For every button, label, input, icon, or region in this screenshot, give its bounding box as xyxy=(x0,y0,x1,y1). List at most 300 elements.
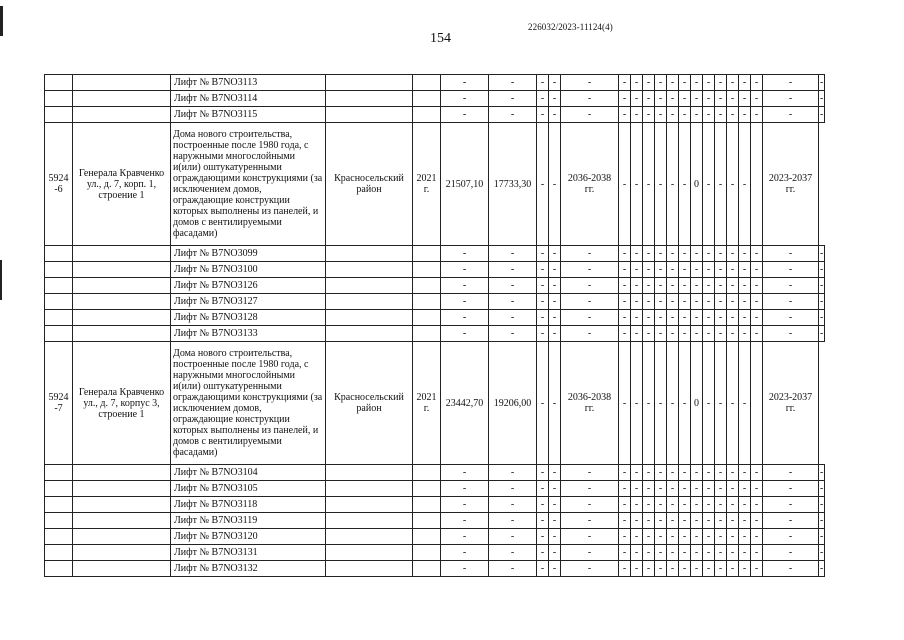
value-cell: - xyxy=(619,262,631,278)
register-table xyxy=(44,74,825,577)
value-cell: - xyxy=(819,91,825,107)
value-cell: - xyxy=(715,497,727,513)
value-cell: - xyxy=(537,310,549,326)
lift-label: Лифт № В7NO3119 xyxy=(171,513,326,529)
value-cell: - xyxy=(549,513,561,529)
address-cell xyxy=(73,561,171,577)
value-cell: - xyxy=(679,75,691,91)
value-cell: - xyxy=(691,465,703,481)
address-cell xyxy=(73,262,171,278)
value-cell: - xyxy=(715,75,727,91)
value-cell: - xyxy=(715,107,727,123)
value-cell: - xyxy=(819,561,825,577)
value-cell: - xyxy=(489,561,537,577)
value-cell: - xyxy=(619,91,631,107)
district-cell xyxy=(326,278,413,294)
value-cell: - xyxy=(643,310,655,326)
year-cell xyxy=(413,262,441,278)
lift-row xyxy=(45,326,825,342)
value-cell: - xyxy=(739,529,751,545)
value-cell: - xyxy=(441,278,489,294)
record-number-cell xyxy=(45,278,73,294)
value-cell: - xyxy=(441,513,489,529)
value-cell: - xyxy=(537,513,549,529)
record-number-cell xyxy=(45,310,73,326)
house-type-description: Дома нового строительства, построенные после 1980 года, с наружными многослойными и(или) оштукатуренными ограждающими конструкциями (за исключением домов, ограждающие конструкции которых выполнены из панелей, и домов с вентилируемыми фасадами) xyxy=(171,342,326,465)
value-cell: - xyxy=(655,262,667,278)
record-number-cell xyxy=(45,246,73,262)
value-cell: - xyxy=(739,310,751,326)
value-cell: - xyxy=(489,481,537,497)
value-cell: - xyxy=(691,310,703,326)
address-cell xyxy=(73,107,171,123)
value-cell: - xyxy=(703,310,715,326)
scan-edge-mark xyxy=(0,260,2,300)
value-cell xyxy=(751,342,763,465)
value-cell: - xyxy=(537,123,549,246)
value-cell: - xyxy=(655,465,667,481)
value-cell: - xyxy=(679,497,691,513)
value-cell: - xyxy=(561,545,619,561)
record-number-cell xyxy=(45,75,73,91)
lift-row xyxy=(45,561,825,577)
value-cell: - xyxy=(715,123,727,246)
record-number-cell xyxy=(45,513,73,529)
value-cell: - xyxy=(537,561,549,577)
value-cell: - xyxy=(441,294,489,310)
value-cell: - xyxy=(549,545,561,561)
value-cell: - xyxy=(691,278,703,294)
lift-row xyxy=(45,75,825,91)
house-type-description: Дома нового строительства, построенные после 1980 года, с наружными многослойными и(или) оштукатуренными ограждающими конструкциями (за исключением домов, ограждающие конструкции которых выполнены из панелей, и домов с вентилируемыми фасадами) xyxy=(171,123,326,246)
record-number-cell xyxy=(45,481,73,497)
value-cell: - xyxy=(739,294,751,310)
value-cell: - xyxy=(739,497,751,513)
value-cell: - xyxy=(441,529,489,545)
scan-edge-mark xyxy=(0,6,3,36)
value-cell: 19206,00 xyxy=(489,342,537,465)
district-cell xyxy=(326,545,413,561)
value-cell: - xyxy=(763,561,819,577)
value-cell: - xyxy=(751,75,763,91)
lift-row xyxy=(45,545,825,561)
district-cell xyxy=(326,310,413,326)
value-cell: - xyxy=(739,123,751,246)
value-cell: - xyxy=(703,326,715,342)
value-cell: - xyxy=(703,545,715,561)
value-cell: - xyxy=(619,561,631,577)
value-cell: - xyxy=(727,513,739,529)
value-cell: - xyxy=(643,465,655,481)
lift-row xyxy=(45,107,825,123)
value-cell: 2023-2037 гг. xyxy=(763,342,819,465)
value-cell: - xyxy=(441,465,489,481)
lift-label: Лифт № В7NO3099 xyxy=(171,246,326,262)
value-cell: - xyxy=(691,246,703,262)
value-cell: - xyxy=(715,262,727,278)
value-cell: - xyxy=(561,75,619,91)
lift-label: Лифт № В7NO3118 xyxy=(171,497,326,513)
district-cell xyxy=(326,262,413,278)
value-cell: - xyxy=(691,481,703,497)
value-cell: - xyxy=(727,545,739,561)
address-cell xyxy=(73,294,171,310)
lift-label: Лифт № В7NO3132 xyxy=(171,561,326,577)
value-cell: - xyxy=(727,529,739,545)
record-number-cell xyxy=(45,529,73,545)
lift-row xyxy=(45,513,825,529)
value-cell: - xyxy=(763,545,819,561)
value-cell: - xyxy=(691,326,703,342)
value-cell: - xyxy=(489,529,537,545)
lift-label: Лифт № В7NO3131 xyxy=(171,545,326,561)
value-cell: - xyxy=(751,481,763,497)
value-cell: - xyxy=(489,246,537,262)
value-cell: - xyxy=(727,465,739,481)
value-cell: - xyxy=(751,497,763,513)
value-cell: - xyxy=(643,342,655,465)
value-cell: - xyxy=(739,481,751,497)
lift-label: Лифт № В7NO3120 xyxy=(171,529,326,545)
lift-label: Лифт № В7NO3127 xyxy=(171,294,326,310)
value-cell: - xyxy=(763,294,819,310)
value-cell: - xyxy=(549,326,561,342)
value-cell: - xyxy=(819,497,825,513)
value-cell: - xyxy=(763,465,819,481)
value-cell: - xyxy=(679,465,691,481)
year-cell xyxy=(413,107,441,123)
record-number-cell xyxy=(45,107,73,123)
value-cell: - xyxy=(715,246,727,262)
value-cell: - xyxy=(549,529,561,545)
value-cell: - xyxy=(619,246,631,262)
record-number-cell xyxy=(45,326,73,342)
value-cell: - xyxy=(751,107,763,123)
value-cell: - xyxy=(441,75,489,91)
value-cell: - xyxy=(537,107,549,123)
value-cell: - xyxy=(643,91,655,107)
value-cell: - xyxy=(489,465,537,481)
district-cell xyxy=(326,465,413,481)
lift-row xyxy=(45,481,825,497)
district-cell xyxy=(326,294,413,310)
value-cell: - xyxy=(679,91,691,107)
record-number-cell xyxy=(45,561,73,577)
value-cell: - xyxy=(667,262,679,278)
value-cell: - xyxy=(763,481,819,497)
value-cell: - xyxy=(739,561,751,577)
value-cell: - xyxy=(537,497,549,513)
value-cell: - xyxy=(739,107,751,123)
year-cell xyxy=(413,75,441,91)
value-cell: - xyxy=(703,278,715,294)
value-cell: - xyxy=(561,529,619,545)
value-cell: - xyxy=(619,342,631,465)
value-cell: - xyxy=(819,465,825,481)
value-cell: - xyxy=(561,326,619,342)
value-cell: - xyxy=(537,278,549,294)
value-cell: - xyxy=(715,294,727,310)
value-cell: - xyxy=(441,91,489,107)
value-cell: - xyxy=(703,262,715,278)
value-cell: - xyxy=(819,545,825,561)
value-cell: - xyxy=(561,310,619,326)
value-cell: - xyxy=(679,342,691,465)
lift-row xyxy=(45,529,825,545)
value-cell: - xyxy=(489,278,537,294)
district-cell xyxy=(326,75,413,91)
value-cell: - xyxy=(763,107,819,123)
value-cell: - xyxy=(643,545,655,561)
value-cell: - xyxy=(561,294,619,310)
year-cell xyxy=(413,246,441,262)
value-cell: - xyxy=(703,497,715,513)
value-cell: - xyxy=(727,262,739,278)
value-cell: - xyxy=(489,75,537,91)
value-cell: - xyxy=(561,91,619,107)
value-cell: - xyxy=(537,262,549,278)
value-cell: - xyxy=(763,529,819,545)
value-cell: - xyxy=(727,278,739,294)
district-cell xyxy=(326,497,413,513)
value-cell: - xyxy=(751,529,763,545)
value-cell: - xyxy=(727,75,739,91)
value-cell: - xyxy=(561,246,619,262)
value-cell: - xyxy=(537,545,549,561)
value-cell: - xyxy=(751,294,763,310)
house-address: Генерала Кравченко ул., д. 7, корпус 3, строение 1 xyxy=(73,342,171,465)
value-cell: - xyxy=(667,342,679,465)
value-cell: - xyxy=(537,246,549,262)
value-cell: - xyxy=(537,326,549,342)
lift-label: Лифт № В7NO3113 xyxy=(171,75,326,91)
value-cell: - xyxy=(715,326,727,342)
record-number-cell xyxy=(45,465,73,481)
value-cell: - xyxy=(549,342,561,465)
value-cell: - xyxy=(631,497,643,513)
value-cell: - xyxy=(655,513,667,529)
value-cell: - xyxy=(763,497,819,513)
value-cell: - xyxy=(631,75,643,91)
value-cell: - xyxy=(537,294,549,310)
value-cell: 0 xyxy=(691,123,703,246)
value-cell: - xyxy=(631,123,643,246)
value-cell: - xyxy=(619,545,631,561)
year-cell xyxy=(413,481,441,497)
value-cell: - xyxy=(763,278,819,294)
value-cell: - xyxy=(537,529,549,545)
value-cell: - xyxy=(489,310,537,326)
district-cell xyxy=(326,529,413,545)
value-cell: - xyxy=(739,513,751,529)
value-cell: - xyxy=(549,278,561,294)
value-cell: - xyxy=(691,107,703,123)
value-cell: - xyxy=(489,513,537,529)
value-cell: - xyxy=(763,326,819,342)
value-cell: - xyxy=(763,310,819,326)
value-cell: - xyxy=(819,294,825,310)
value-cell: - xyxy=(667,513,679,529)
value-cell: - xyxy=(631,529,643,545)
value-cell: - xyxy=(655,497,667,513)
value-cell: - xyxy=(715,310,727,326)
district-cell xyxy=(326,513,413,529)
value-cell: - xyxy=(751,278,763,294)
value-cell: - xyxy=(655,278,667,294)
lift-label: Лифт № В7NO3100 xyxy=(171,262,326,278)
value-cell: - xyxy=(441,481,489,497)
value-cell: - xyxy=(619,278,631,294)
value-cell: - xyxy=(631,294,643,310)
house-row xyxy=(45,342,825,465)
value-cell: - xyxy=(727,107,739,123)
commission-year: 2021 г. xyxy=(413,342,441,465)
record-number-cell xyxy=(45,497,73,513)
lift-label: Лифт № В7NO3104 xyxy=(171,465,326,481)
value-cell: 23442,70 xyxy=(441,342,489,465)
value-cell: - xyxy=(619,294,631,310)
value-cell: - xyxy=(679,513,691,529)
value-cell: - xyxy=(549,497,561,513)
value-cell: - xyxy=(619,465,631,481)
value-cell: - xyxy=(819,262,825,278)
value-cell: - xyxy=(715,561,727,577)
value-cell: - xyxy=(751,246,763,262)
value-cell: - xyxy=(561,465,619,481)
value-cell: - xyxy=(631,465,643,481)
value-cell: - xyxy=(489,91,537,107)
value-cell: - xyxy=(667,561,679,577)
value-cell: - xyxy=(549,561,561,577)
value-cell: - xyxy=(441,326,489,342)
value-cell: - xyxy=(643,278,655,294)
value-cell: - xyxy=(549,123,561,246)
value-cell: - xyxy=(715,465,727,481)
value-cell: - xyxy=(537,342,549,465)
value-cell: - xyxy=(561,481,619,497)
value-cell: - xyxy=(643,294,655,310)
value-cell: - xyxy=(667,246,679,262)
lift-row xyxy=(45,246,825,262)
lift-label: Лифт № В7NO3128 xyxy=(171,310,326,326)
value-cell: - xyxy=(727,326,739,342)
value-cell: - xyxy=(703,342,715,465)
value-cell: - xyxy=(751,326,763,342)
address-cell xyxy=(73,310,171,326)
address-cell xyxy=(73,529,171,545)
value-cell: - xyxy=(655,342,667,465)
value-cell: - xyxy=(619,123,631,246)
record-number: 5924 -7 xyxy=(45,342,73,465)
value-cell: 2036-2038 гг. xyxy=(561,342,619,465)
value-cell: - xyxy=(643,481,655,497)
value-cell: - xyxy=(619,497,631,513)
lift-row xyxy=(45,91,825,107)
value-cell: - xyxy=(643,123,655,246)
value-cell: - xyxy=(739,278,751,294)
value-cell: - xyxy=(703,294,715,310)
value-cell: - xyxy=(715,278,727,294)
value-cell: - xyxy=(561,513,619,529)
value-cell: - xyxy=(667,481,679,497)
value-cell: - xyxy=(667,91,679,107)
value-cell: - xyxy=(739,545,751,561)
value-cell: - xyxy=(715,91,727,107)
value-cell: - xyxy=(441,246,489,262)
value-cell: - xyxy=(441,310,489,326)
value-cell: - xyxy=(679,326,691,342)
value-cell: - xyxy=(561,497,619,513)
value-cell: - xyxy=(619,513,631,529)
value-cell: - xyxy=(819,75,825,91)
value-cell: - xyxy=(727,123,739,246)
value-cell: - xyxy=(537,481,549,497)
value-cell: - xyxy=(561,262,619,278)
value-cell: - xyxy=(655,75,667,91)
value-cell: - xyxy=(667,107,679,123)
page-number: 154 xyxy=(430,31,451,46)
record-number: 5924 -6 xyxy=(45,123,73,246)
table-body xyxy=(45,75,825,577)
value-cell: - xyxy=(655,107,667,123)
address-cell xyxy=(73,278,171,294)
value-cell: - xyxy=(667,465,679,481)
address-cell xyxy=(73,465,171,481)
value-cell: - xyxy=(703,123,715,246)
lift-label: Лифт № В7NO3126 xyxy=(171,278,326,294)
district-cell xyxy=(326,246,413,262)
address-cell xyxy=(73,326,171,342)
value-cell: - xyxy=(561,107,619,123)
value-cell: - xyxy=(537,91,549,107)
value-cell: - xyxy=(691,75,703,91)
value-cell: - xyxy=(679,107,691,123)
value-cell: - xyxy=(655,123,667,246)
value-cell: - xyxy=(691,262,703,278)
year-cell xyxy=(413,465,441,481)
value-cell: - xyxy=(727,342,739,465)
value-cell: - xyxy=(819,107,825,123)
value-cell: - xyxy=(441,107,489,123)
lift-row xyxy=(45,465,825,481)
lift-label: Лифт № В7NO3115 xyxy=(171,107,326,123)
lift-row xyxy=(45,294,825,310)
value-cell: - xyxy=(667,75,679,91)
value-cell: - xyxy=(751,310,763,326)
value-cell: - xyxy=(643,262,655,278)
value-cell: - xyxy=(619,326,631,342)
value-cell: - xyxy=(489,497,537,513)
value-cell: - xyxy=(549,294,561,310)
value-cell: - xyxy=(667,310,679,326)
value-cell: - xyxy=(549,481,561,497)
year-cell xyxy=(413,294,441,310)
year-cell xyxy=(413,278,441,294)
value-cell: - xyxy=(631,481,643,497)
value-cell: - xyxy=(655,294,667,310)
value-cell: - xyxy=(441,262,489,278)
value-cell: - xyxy=(631,310,643,326)
value-cell: - xyxy=(703,561,715,577)
lift-row xyxy=(45,310,825,326)
year-cell xyxy=(413,497,441,513)
value-cell: - xyxy=(739,75,751,91)
value-cell: - xyxy=(631,278,643,294)
value-cell: - xyxy=(703,107,715,123)
value-cell: - xyxy=(643,326,655,342)
record-number-cell xyxy=(45,294,73,310)
year-cell xyxy=(413,91,441,107)
